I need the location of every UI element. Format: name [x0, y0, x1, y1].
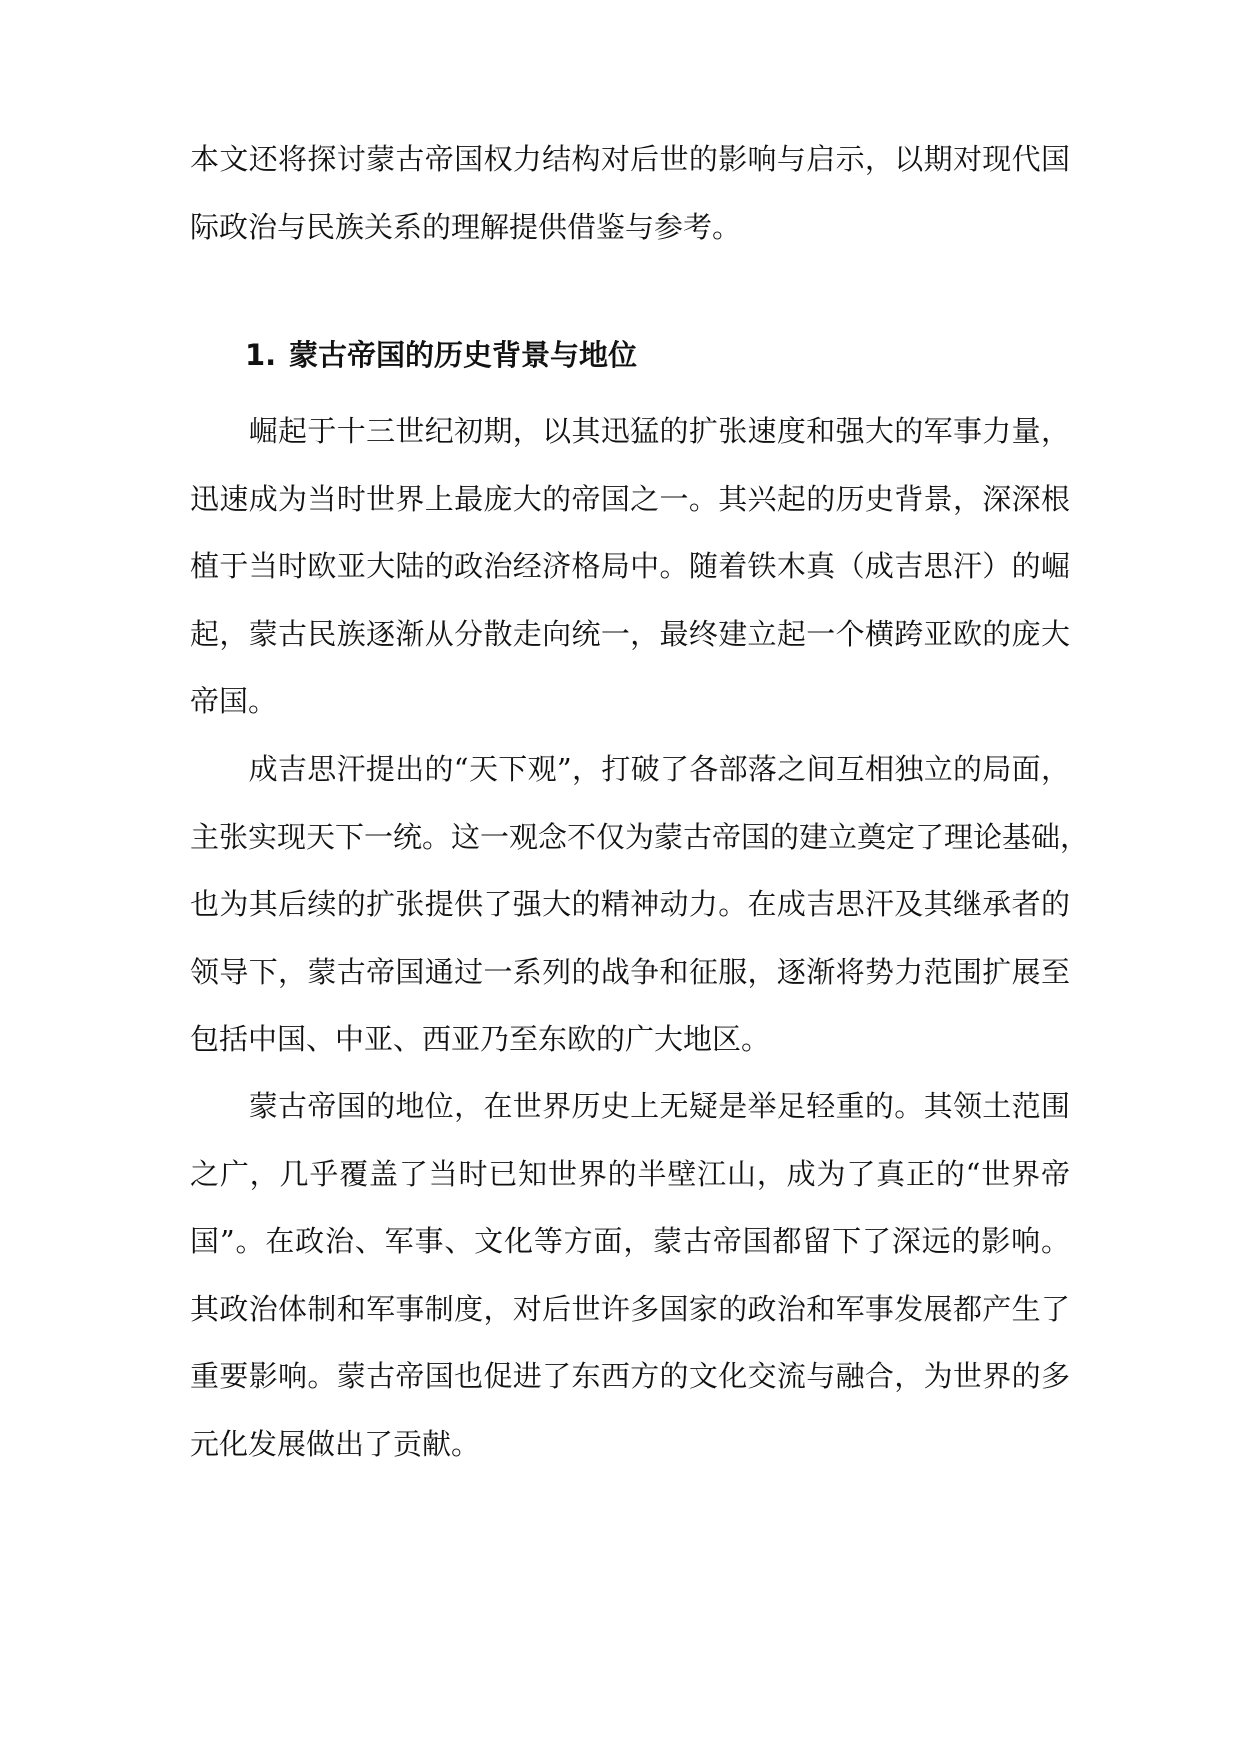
paragraph-line: 蒙古帝国的地位，在世界历史上无疑是举足轻重的。其领土范围 [190, 1089, 1070, 1123]
intro-line: 际政治与民族关系的理解提供借鉴与参考。 [190, 209, 742, 244]
paragraph-line: 迅速成为当时世界上最庞大的帝国之一。其兴起的历史背景，深深根 [190, 481, 1070, 516]
paragraph-line: 元化发展做出了贡献。 [190, 1426, 481, 1461]
section-heading [245, 322, 637, 390]
paragraph-line: 也为其后续的扩张提供了强大的精神动力。在成吉思汗及其继承者的 [190, 887, 1070, 921]
intro-line: 本文还将探讨蒙古帝国权力结构对后世的影响与启示，以期对现代国 [190, 142, 1070, 176]
paragraph-tianxia-view [190, 736, 1090, 1074]
paragraph-line: 其政治体制和军事制度，对后世许多国家的政治和军事发展都产生了 [190, 1291, 1070, 1326]
paragraph-line: 国”。在政治、军事、文化等方面，蒙古帝国都留下了深远的影响。 [190, 1224, 1070, 1258]
paragraph-line: 植于当时欧亚大陆的政治经济格局中。随着铁木真（成吉思汗）的崛 [190, 549, 1070, 583]
paragraph-empire-status [190, 1073, 1070, 1478]
section-number: 1. [245, 338, 277, 372]
paragraph-line: 帝国。 [190, 684, 278, 718]
section-title: 蒙古帝国的历史背景与地位 [289, 338, 638, 372]
paragraph-line: 包括中国、中亚、西亚乃至东欧的广大地区。 [190, 1022, 771, 1056]
paragraph-history-background [190, 398, 1070, 736]
paragraph-line: 主张实现天下一统。这一观念不仅为蒙古帝国的建立奠定了理论基础， [190, 819, 1090, 854]
paragraph-line: 之广，几乎覆盖了当时已知世界的半壁江山，成为了真正的“世界帝 [190, 1156, 1070, 1191]
paragraph-line: 领导下，蒙古帝国通过一系列的战争和征服，逐渐将势力范围扩展至 [190, 954, 1070, 989]
paragraph-line: 重要影响。蒙古帝国也促进了东西方的文化交流与融合，为世界的多 [190, 1359, 1070, 1393]
paragraph-line: 成吉思汗提出的“天下观”，打破了各部落之间互相独立的局面， [190, 752, 1070, 786]
paragraph-line: 崛起于十三世纪初期，以其迅猛的扩张速度和强大的军事力量， [190, 414, 1070, 448]
paragraph-line: 起，蒙古民族逐渐从分散走向统一，最终建立起一个横跨亚欧的庞大 [190, 616, 1070, 651]
intro-paragraph [190, 126, 1070, 261]
